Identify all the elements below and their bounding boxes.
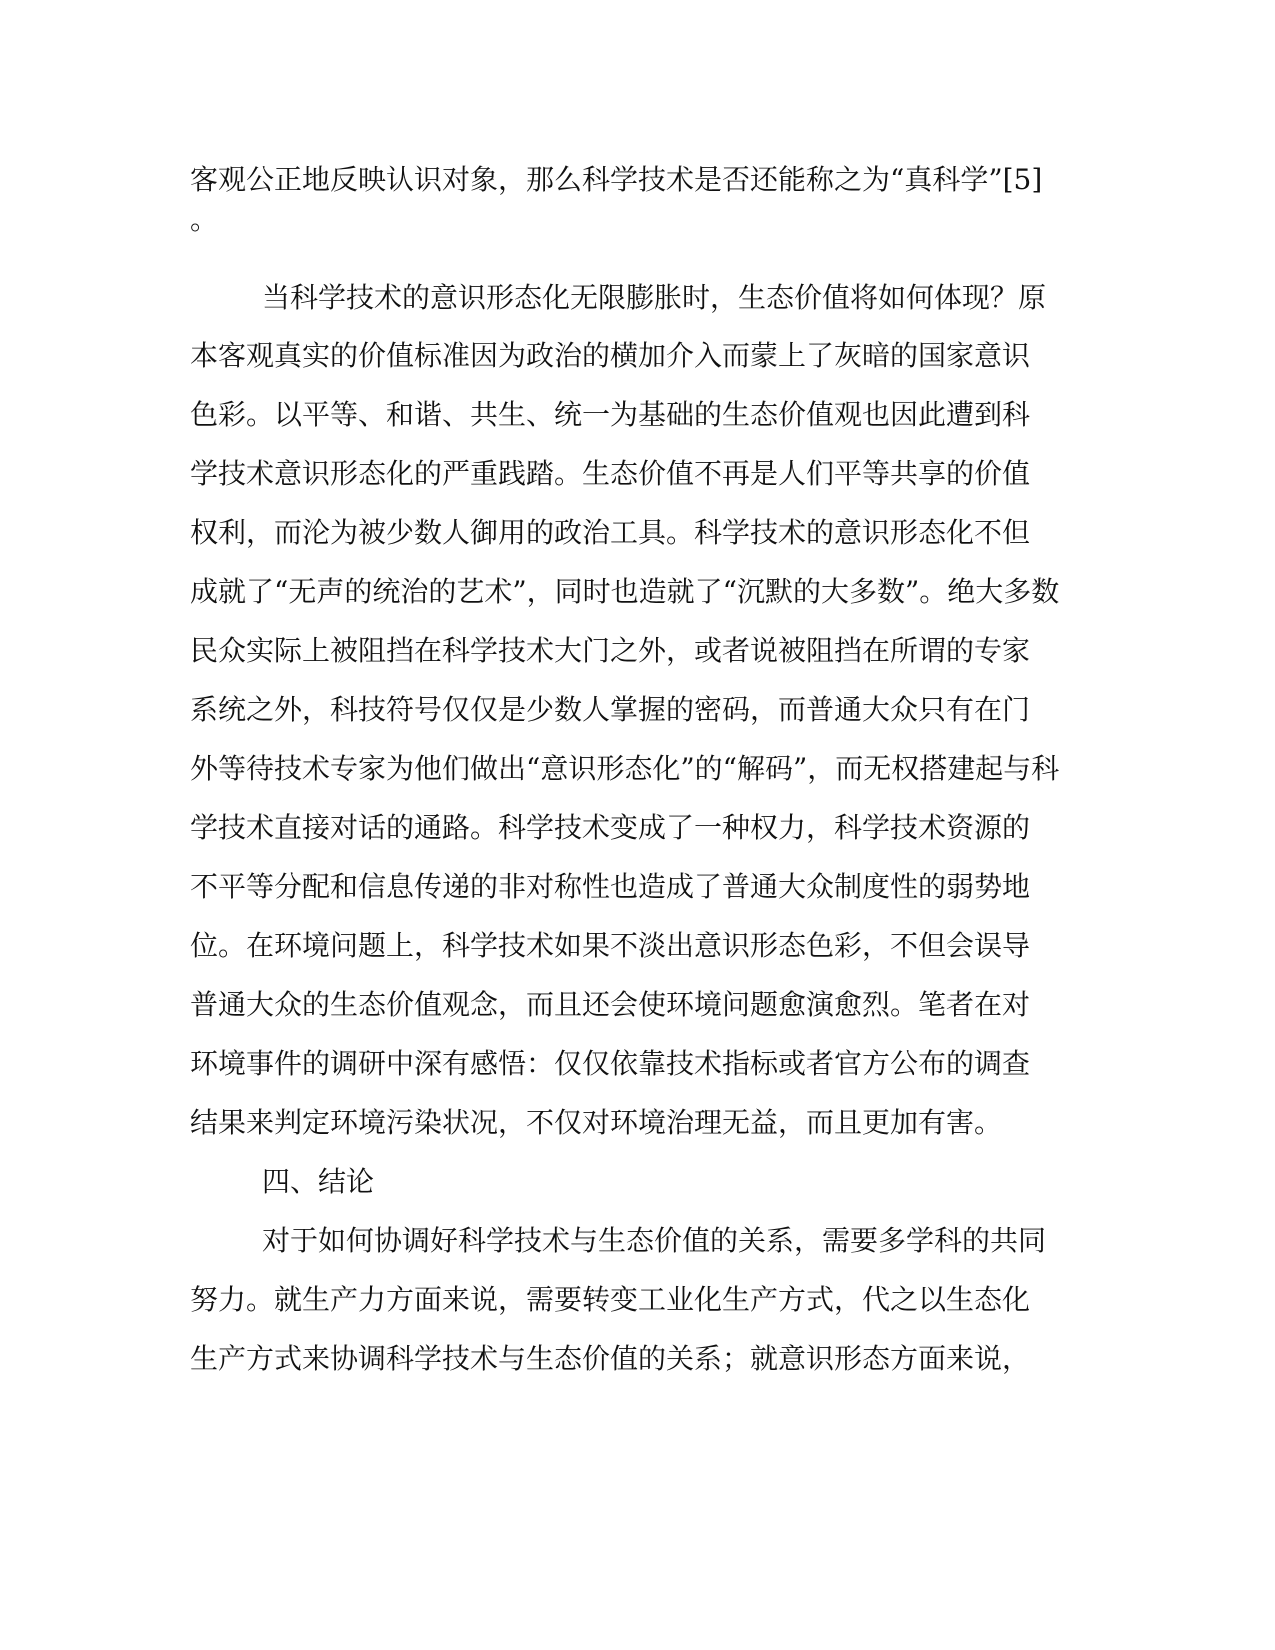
paragraph-first-line: 当科学技术的意识形态化无限膨胀时，生态价值将如何体现？原 [262, 281, 1047, 314]
text-line: 系统之外，科技符号仅仅是少数人掌握的密码，而普通大众只有在门 [190, 693, 1031, 726]
text-line: 民众实际上被阻挡在科学技术大门之外，或者说被阻挡在所谓的专家 [190, 634, 1031, 667]
text-line: 生产方式来协调科学技术与生态价值的关系；就意识形态方面来说， [190, 1342, 1031, 1375]
text-line: 结果来判定环境污染状况，不仅对环境治理无益，而且更加有害。 [190, 1106, 1003, 1139]
text-line: 位。在环境问题上，科学技术如果不淡出意识形态色彩，不但会误导 [190, 929, 1031, 962]
text-line: 普通大众的生态价值观念，而且还会使环境问题愈演愈烈。笔者在对 [190, 988, 1031, 1021]
text-line: 学技术直接对话的通路。科学技术变成了一种权力，科学技术资源的 [190, 811, 1031, 844]
text-line: 外等待技术专家为他们做出“意识形态化”的“解码”，而无权搭建起与科 [190, 752, 1060, 785]
paragraph-first-line: 对于如何协调好科学技术与生态价值的关系，需要多学科的共同 [262, 1224, 1047, 1257]
text-line: 权利，而沦为被少数人御用的政治工具。科学技术的意识形态化不但 [190, 516, 1031, 549]
text-line: 本客观真实的价值标准因为政治的横加介入而蒙上了灰暗的国家意识 [190, 339, 1031, 372]
text-line: 成就了“无声的统治的艺术”，同时也造就了“沉默的大多数”。绝大多数 [190, 575, 1060, 608]
section-heading: 四、结论 [262, 1165, 375, 1198]
text-line: 环境事件的调研中深有感悟：仅仅依靠技术指标或者官方公布的调查 [190, 1047, 1031, 1080]
text-line: 色彩。以平等、和谐、共生、统一为基础的生态价值观也因此遭到科 [190, 398, 1031, 431]
text-line: 努力。就生产力方面来说，需要转变工业化生产方式，代之以生态化 [190, 1283, 1031, 1316]
text-line: 客观公正地反映认识对象，那么科学技术是否还能称之为“真科学”[5] [190, 163, 1043, 196]
text-line: 不平等分配和信息传递的非对称性也造成了普通大众制度性的弱势地 [190, 870, 1031, 903]
text-line: 。 [190, 203, 219, 236]
text-line: 学技术意识形态化的严重践踏。生态价值不再是人们平等共享的价值 [190, 457, 1031, 490]
